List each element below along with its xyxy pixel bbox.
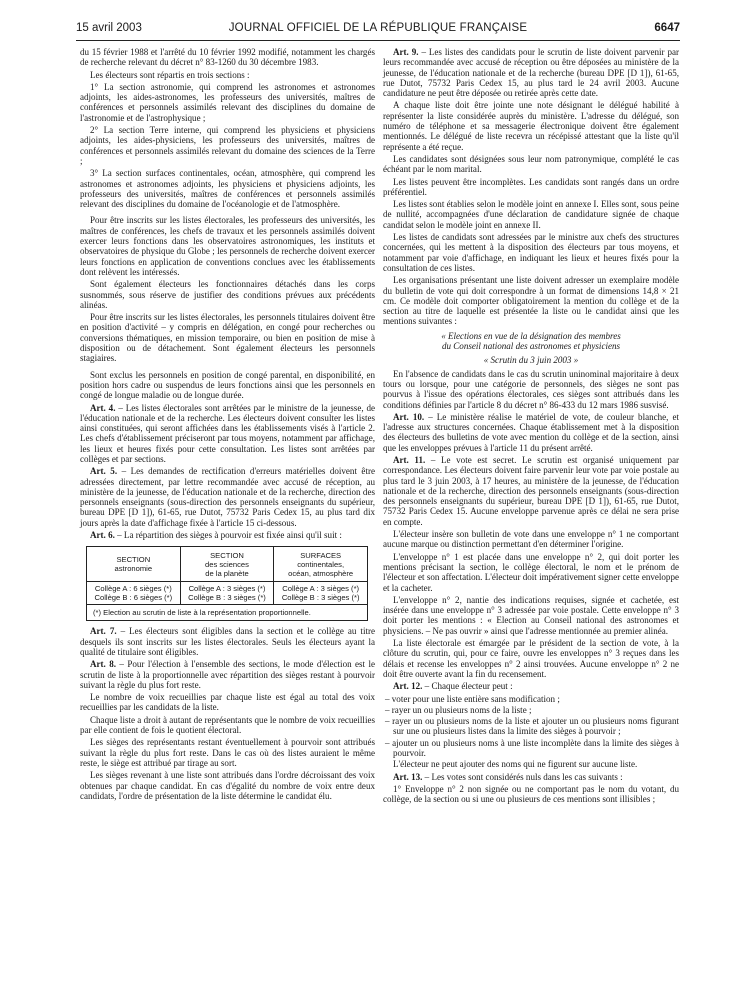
table-header-row (87, 547, 368, 582)
article-text: – Les électeurs sont éligibles dans la section et le collège au titre desquels ils sont inscrits sur les listes électorales. Seuls les électeurs ayant la qualité de titulaire sont éligibles. (80, 626, 376, 657)
paragraph: A chaque liste doit être jointe une note désignant le délégué habilité à représenter la liste considérée auprès du ministère. L'adresse du délégué, son numéro de téléphone et sa messagerie électronique doivent être également mentionnés. Le délégué de liste recevra un récépissé attestant que la liste qu'il représente a été reçue. (383, 100, 679, 152)
ballot-mention: « Elections en vue de la désignation des membres (441, 330, 621, 341)
list-item: – rayer un ou plusieurs noms de la liste et ajouter un ou plusieurs noms figurant sur une ou plusieurs listes dans la limite des sièges à pourvoir ; (385, 716, 679, 737)
article-text: – Pour l'élection à l'ensemble des sections, le mode d'élection est le scrutin de liste à la proportionnelle avec répartition des sièges restant à pourvoir suivant la règle du plus fort reste. (80, 659, 375, 690)
paragraph: Les sièges revenant à une liste sont attribués dans l'ordre décroissant des voix obtenues par chaque candidat. En cas d'égalité du nombre de voix entre deux candidats, l'ordre de présentation de la liste détermine le candidat élu. (80, 770, 375, 801)
article-text: – Les demandes de rectification d'erreurs matérielles doivent être adressées directement, par lettre recommandée avec accusé de réception, au ministère de la jeunesse, de l'éducation nationale et de la recherche, direction des personnels enseignants (sous-direction des personnels enseignants du supérieur, bureau DPE [D 1]), 61-65, rue Dutot, 75732 Paris Cedex 15, au plus tard dix jours après la date d'affichage fixée à l'article 15 ci-dessous. (80, 466, 375, 528)
seats-cell (87, 582, 181, 605)
header-line: de la planète (205, 568, 249, 578)
seats-value: Collège B : 3 sièges (*) (281, 593, 360, 603)
right-column (383, 47, 679, 806)
article-label: Art. 9. (393, 47, 419, 57)
article-7 (80, 626, 375, 657)
left-column (80, 47, 375, 803)
paragraph: L'enveloppe n° 2, nantie des indications requises, signée et cachetée, est insérée dans une enveloppe n° 3 adressée par voie postale. Cette enveloppe n° 3 doit porter les mentions : « Election au Conseil national des astronomes et physiciens. – Ne pas ouvrir » ainsi que l'adresse mentionnée au premier alinéa. (383, 594, 679, 636)
seats-value: Collège B : 3 sièges (*) (188, 593, 266, 603)
seats-value: Collège B : 6 sièges (*) (94, 593, 173, 603)
list-item: – ajouter un ou plusieurs noms à une liste incomplète dans la limite des sièges à pourvoir. (385, 737, 679, 758)
seats-value: Collège A : 6 sièges (*) (94, 584, 172, 594)
article-6 (80, 530, 375, 540)
paragraph: L'électeur insère son bulletin de vote dans une enveloppe n° 1 ne comportant aucune marque ou distinction permettant d'en déterminer l'origine. (383, 529, 679, 550)
paragraph: Les listes de candidats sont adressées par le ministre aux chefs des structures concernées, qui les mettent à la disposition des électeurs par tous moyens, et notamment par voie d'affichage, en indiquant les lieux et heures fixés pour la consultation de ces listes. (383, 232, 679, 273)
paragraph: En l'absence de candidats dans le cas du scrutin uninominal majoritaire à deux tours ou lorsque, pour une catégorie de personnels, des sièges ne sont pas pourvus à l'issue des opérations électorales, ces sièges sont attribués dans les conditions définies par l'article 8 du décret n° 86-433 du 12 mars 1986 susvisé. (383, 368, 679, 410)
article-13 (383, 772, 679, 782)
paragraph: Chaque liste a droit à autant de représentants que le nombre de voix recueillies par elle contient de fois le quotient électoral. (80, 714, 375, 736)
seats-cell (274, 582, 368, 605)
paragraph: Le nombre de voix recueillies par chaque liste est égal au total des voix recueillies par les candidats de la liste. (80, 692, 375, 713)
article-label: Art. 6. (90, 530, 115, 541)
article-5 (80, 466, 375, 528)
header-astronomie (87, 547, 181, 582)
article-label: Art. 5. (90, 466, 118, 477)
paragraph: L'électeur ne peut ajouter des noms qui ne figurent sur aucune liste. (393, 759, 638, 770)
paragraph: Les organisations présentant une liste doivent adresser un exemplaire modèle du bulletin de vote qui doit correspondre à un format de dimensions 14,8 × 21 cm. Ce modèle doit comporter obligatoirement la mention du collège et de la section au titre de laquelle est présentée la liste ou le candidat ainsi que les mentions suivantes : (383, 275, 679, 327)
list-item: – rayer un ou plusieurs noms de la liste ; (385, 704, 532, 715)
paragraph: Sont exclus les personnels en position de congé parental, en disponibilité, en position hors cadre ou suspendus de leurs fonctions ainsi que les personnels en congé de longue maladie ou de longue durée. (80, 369, 375, 401)
seats-value: Collège A : 3 sièges (*) (188, 584, 266, 594)
header-line: SECTION (210, 550, 244, 560)
page-number: 6647 (654, 22, 680, 34)
ballot-mention: du Conseil national des astronomes et physiciens (441, 341, 621, 352)
article-label: Art. 7. (90, 626, 117, 637)
paragraph: du 15 février 1988 et l'arrêté du 10 février 1992 modifié, notamment les chargés de recherche relevant du décret n° 83-1260 du 30 décembre 1983. (80, 47, 375, 68)
header-line: des sciences (205, 559, 249, 569)
paragraph: Les sièges des représentants restant éventuellement à pourvoir sont attribués suivant la règle du plus fort reste. Dans le cas où des listes auraient le même reste, le siège est attribué par tirage au sort. (80, 737, 375, 768)
article-label: Art. 4. (90, 402, 116, 413)
article-text: – Chaque électeur peut : (422, 681, 513, 692)
seats-value: Collège A : 3 sièges (*) (282, 584, 360, 594)
paragraph: Pour être inscrits sur les listes électorales, les personnels titulaires doivent être en position d'activité – y compris en délégation, en congé pour recherches ou conversions thématiques, en mission temporaire, ou bien en position de mise à disposition ou de détachement. Sont également électeurs les personnels stagiaires. (80, 312, 375, 364)
journal-title: JOURNAL OFFICIEL DE LA RÉPUBLIQUE FRANÇAISE (228, 22, 528, 34)
header-surfaces (274, 547, 368, 582)
seats-cell (180, 582, 274, 605)
paragraph: Les candidates sont désignées sous leur nom patronymique, complété le cas échéant par le nom marital. (383, 153, 679, 175)
article-label: Art. 11. (393, 454, 426, 465)
header-rule (76, 40, 680, 41)
header-line: astronomie (114, 564, 153, 574)
table-note: (*) Election au scrutin de liste à la représentation proportionnelle. (87, 605, 368, 621)
list-item: – voter pour une liste entière sans modification ; (385, 693, 560, 704)
paragraph: La liste électorale est émargée par le président de la section de vote, à la clôture du scrutin, qui, pour ce faire, ouvre les enveloppes n° 3 reçues dans les délais et recense les enveloppes n° 2 ainsi trouvées. Aucune enveloppe n° 2 ne doit être ouverte avant la fin du recensement. (383, 638, 679, 679)
article-label: Art. 10. (393, 411, 425, 422)
seats-table (86, 546, 368, 621)
table-note-row (87, 605, 368, 621)
ballot-mention: « Scrutin du 3 juin 2003 » (483, 355, 579, 366)
article-text: – Le vote est secret. Le scrutin est organisé uniquement par correspondance. Les électeurs doivent faire parvenir leur vote par voie postale au plus tard le 3 juin 2003, à 17 heures, au ministère de la jeunesse, de l'éducation nationale et de la recherche, direction des personnels enseignants (sous-direction des personnels enseignants du supérieur, bureau DPE [D 1]), 61-65, rue Dutot, 75732 Paris Cedex 15. Aucune enveloppe parvenue après ce délai ne sera prise en compte. (383, 454, 679, 527)
issue-date: 15 avril 2003 (76, 22, 142, 34)
article-label: Art. 12. (393, 681, 423, 692)
article-text: – Les listes électorales sont arrêtées par le ministre de la jeunesse, de l'éducation nationale et de la recherche. Les électeurs doivent consulter les listes ainsi constituées, qui seront affichées dans les établissements visés à l'article 2. Les chefs d'établissement préciseront par tous moyens, notamment par affichage, les lieux et heures fixés pour cette consultation. Les listes sont arrêtées par collèges et par sections. (80, 402, 375, 464)
paragraph: 2° La section Terre interne, qui comprend les physiciens et physiciens adjoints, les aides-physiciens, les professeurs des universités, maîtres de conférences et personnels assimilés relevant du domaine des sciences de la Terre ; (80, 125, 375, 166)
article-text: – Les listes des candidats pour le scrutin de liste doivent parvenir par leurs recommandée avec accusé de réception ou être déposées au ministère de la jeunesse, de l'éducation nationale et de la recherche (bureau DPE [D 1]), 61-65, rue Dutot, 75732 Paris Cedex 15, au plus tard le 24 avril 2003. Aucune candidature ne peut être déposée ou retirée après cette date. (383, 47, 679, 99)
article-text: – Les votes sont considérés nuls dans les cas suivants : (422, 771, 623, 782)
header-line: océan, atmosphère (288, 568, 354, 578)
paragraph: Pour être inscrits sur les listes électorales, les professeurs des universités, les maîtres de conférences, les chefs de travaux et les personnels assimilés doivent exercer leurs fonctions dans les observatoires astronomiques, les instituts et observatoires de physique du Globe ; les personnels de recherche doivent exercer leurs fonctions en application de conventions conclues avec les établissements dont relèvent les intéressés. (80, 215, 375, 277)
paragraph: 1° La section astronomie, qui comprend les astronomes et astronomes adjoints, les aides-astronomes, les professeurs des universités, maîtres de conférences et personnels assimilés relevant des disciplines du domaine de l'astronomie et de l'astrophysique ; (80, 81, 375, 123)
paragraph: L'enveloppe n° 1 est placée dans une enveloppe n° 2, qui doit porter les mentions précisant la section, le collège électoral, le nom et le prénom de l'électeur et son affectation. L'électeur doit impérativement signer cette enveloppe et la cacheter. (383, 551, 679, 593)
article-4 (80, 403, 375, 465)
table-row (87, 582, 368, 605)
article-label: Art. 8. (90, 659, 117, 670)
page-header (76, 22, 680, 38)
header-sciences-planete (180, 547, 274, 582)
article-10 (383, 412, 679, 453)
paragraph: Sont également électeurs les fonctionnaires détachés dans les corps susnommés, sous réserve de justifier des conditions prévues aux précédents alinéas. (80, 279, 375, 310)
paragraph: Les listes sont établies selon le modèle joint en annexe I. Elles sont, sous peine de nullité, accompagnées d'une déclaration de candidature signée de chaque candidat selon le modèle joint en annexe II. (383, 199, 679, 230)
article-text: – La répartition des sièges à pourvoir est fixée ainsi qu'il suit : (114, 530, 342, 541)
header-line: SURFACES (300, 550, 342, 560)
header-line: SECTION (116, 555, 151, 565)
article-11 (383, 455, 679, 527)
paragraph: Les listes peuvent être incomplètes. Les candidats sont rangés dans un ordre préférentiel. (383, 176, 679, 197)
header-line: continentales, (297, 559, 345, 569)
article-12 (383, 681, 679, 691)
article-text: – Le ministère réalise le matériel de vote, de couleur blanche, et l'adresse aux structures concernées. Chaque établissement met à la disposition des électeurs des bulletins de vote avec mention du collège et de la section, ainsi que les enveloppes prévues à l'article 11 du présent arrêté. (383, 411, 679, 453)
article-8 (80, 659, 375, 690)
article-label: Art. 13. (393, 771, 423, 782)
paragraph: 3° La section surfaces continentales, océan, atmosphère, qui comprend les astronomes et astronomes adjoints, les physiciens et physiciens adjoints, les professeurs des universités, maîtres de conférences et personnels assimilés relevant des disciplines du domaine de l'océanologie et de l'atmosphère. (80, 168, 375, 210)
paragraph: Les électeurs sont répartis en trois sections : (90, 69, 250, 80)
paragraph: 1° Enveloppe n° 2 non signée ou ne comportant pas le nom du votant, du collège, de la section ou si une ou plusieurs de ces mentions sont illisibles ; (383, 783, 679, 805)
article-9 (383, 47, 679, 98)
